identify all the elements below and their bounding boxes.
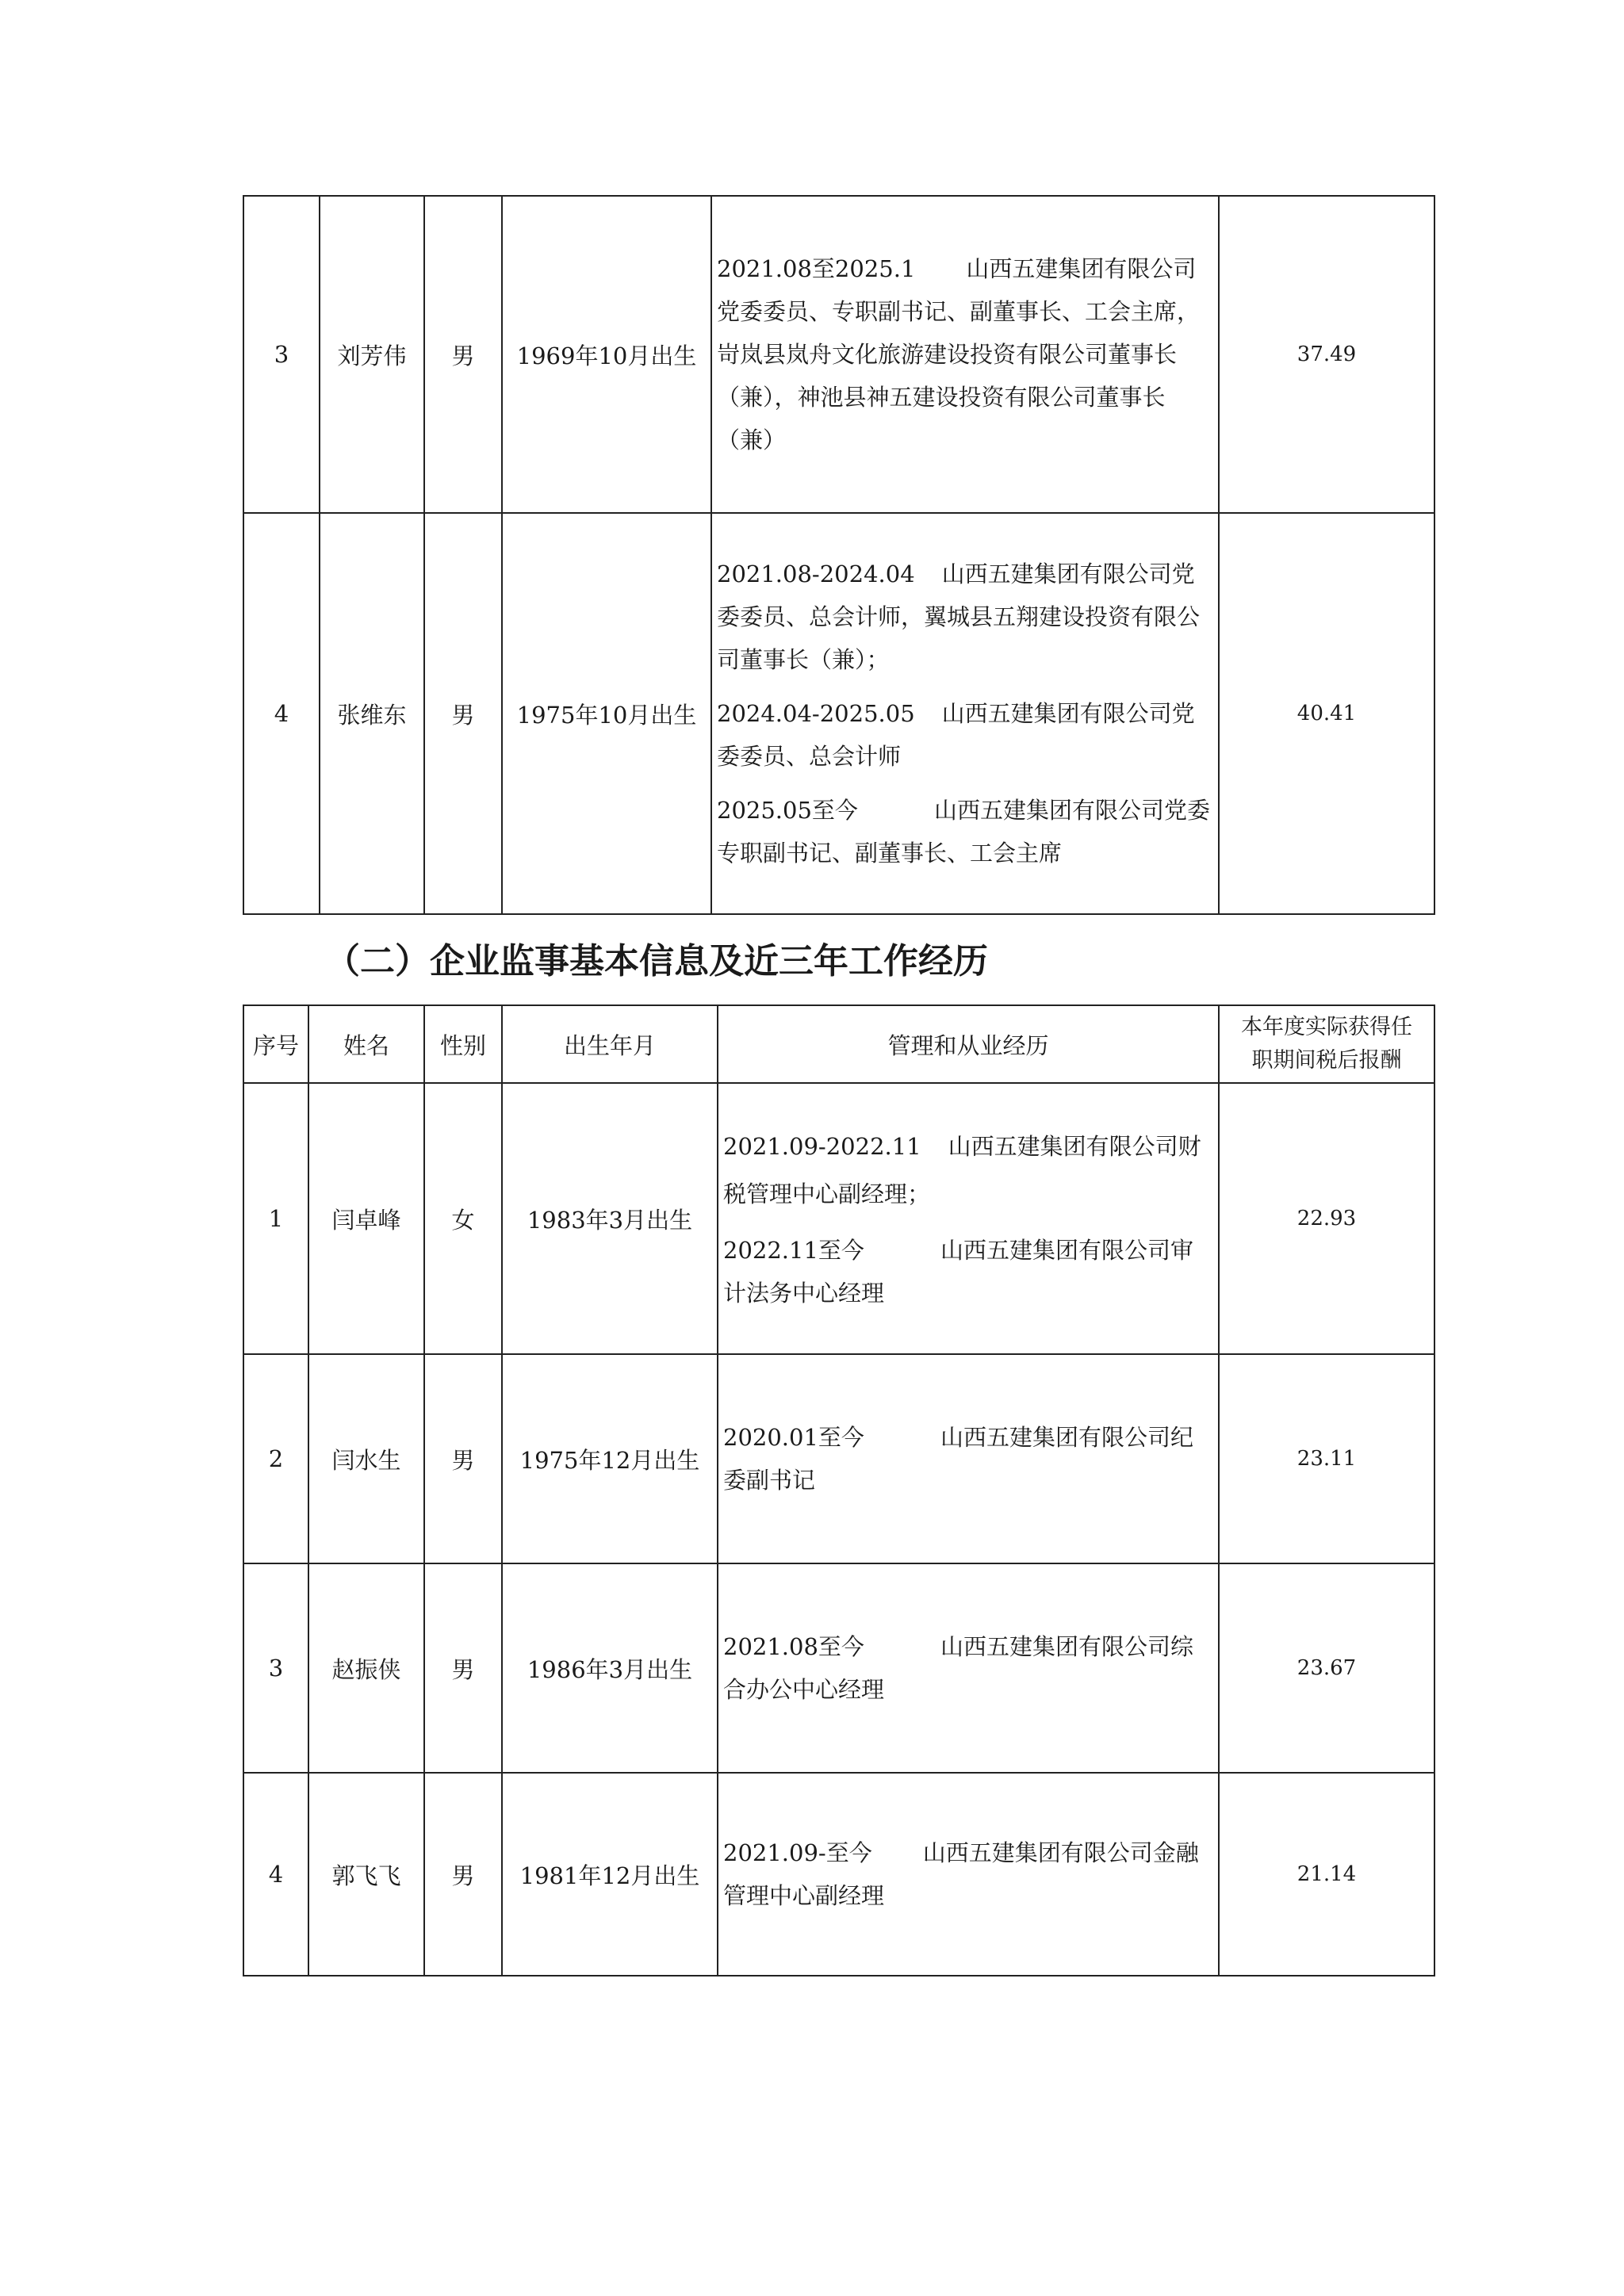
gender-cell: 女 [424, 1083, 502, 1354]
experience-desc: 山西五建集团有限公司金融管理中心副经理 [723, 1839, 1199, 1909]
name-cell: 闫卓峰 [308, 1083, 424, 1354]
seq-cell: 4 [243, 1773, 308, 1976]
pay-cell: 23.11 [1219, 1354, 1434, 1563]
header-gender: 性别 [424, 1005, 502, 1083]
table-header-row [243, 1005, 1434, 1083]
gender-cell: 男 [424, 1773, 502, 1976]
experience-cell [718, 1354, 1219, 1563]
experience-period: 2025.05至今 [717, 797, 858, 824]
experience-desc: 山西五建集团有限公司财税管理中心副经理； [723, 1133, 1201, 1207]
name-cell: 郭飞飞 [308, 1773, 424, 1976]
birth-cell: 1983年3月出生 [502, 1083, 718, 1354]
experience-period: 2024.04-2025.05 [717, 700, 915, 727]
header-experience: 管理和从业经历 [718, 1005, 1219, 1083]
name-cell: 张维东 [320, 513, 424, 914]
experience-period: 2021.09-2022.11 [723, 1133, 921, 1160]
name-cell: 刘芳伟 [320, 196, 424, 513]
experience-entry [717, 789, 1213, 874]
gender-cell: 男 [424, 196, 502, 513]
pay-cell: 23.67 [1219, 1563, 1434, 1773]
header-pay-line1: 本年度实际获得任 [1241, 1015, 1412, 1039]
experience-period: 2020.01至今 [723, 1424, 864, 1451]
experience-entry [723, 1123, 1213, 1218]
header-pay [1219, 1005, 1434, 1083]
birth-cell: 1986年3月出生 [502, 1563, 718, 1773]
experience-desc: 山西五建集团有限公司审计法务中心经理 [723, 1237, 1193, 1307]
birth-cell: 1975年10月出生 [502, 513, 711, 914]
table-row [243, 513, 1434, 914]
executives-table-continued [243, 195, 1435, 915]
experience-entry [717, 692, 1213, 778]
gender-cell: 男 [424, 1563, 502, 1773]
experience-desc: 山西五建集团有限公司综合办公中心经理 [723, 1633, 1193, 1703]
header-name: 姓名 [308, 1005, 424, 1083]
table-row [243, 1773, 1434, 1976]
experience-cell [718, 1083, 1219, 1354]
table-row [243, 1083, 1434, 1354]
name-cell: 赵振侠 [308, 1563, 424, 1773]
experience-cell [711, 196, 1219, 513]
experience-desc: 山西五建集团有限公司党委委员、总会计师 [717, 700, 1195, 770]
seq-cell: 4 [243, 513, 320, 914]
table-row [243, 1563, 1434, 1773]
experience-entry [723, 1229, 1213, 1314]
experience-period: 2021.08-2024.04 [717, 561, 915, 587]
header-birth: 出生年月 [502, 1005, 718, 1083]
seq-cell: 1 [243, 1083, 308, 1354]
experience-period: 2021.08至今 [723, 1633, 864, 1660]
section-heading: （二）企业监事基本信息及近三年工作经历 [325, 941, 988, 982]
header-pay-line2: 职期间税后报酬 [1251, 1048, 1402, 1073]
birth-cell: 1975年12月出生 [502, 1354, 718, 1563]
table-row [243, 1354, 1434, 1563]
experience-period: 2021.08至2025.1 [717, 255, 916, 282]
seq-cell: 3 [243, 196, 320, 513]
pay-cell: 22.93 [1219, 1083, 1434, 1354]
birth-cell: 1969年10月出生 [502, 196, 711, 513]
experience-cell [718, 1563, 1219, 1773]
experience-entry [723, 1625, 1213, 1711]
pay-cell: 37.49 [1219, 196, 1434, 513]
experience-entry [723, 1416, 1213, 1502]
gender-cell: 男 [424, 513, 502, 914]
experience-period: 2022.11至今 [723, 1237, 864, 1264]
experience-cell [718, 1773, 1219, 1976]
header-seq: 序号 [243, 1005, 308, 1083]
table-row [243, 196, 1434, 513]
supervisors-table [243, 1004, 1435, 1976]
seq-cell: 3 [243, 1563, 308, 1773]
experience-desc: 山西五建集团有限公司纪委副书记 [723, 1424, 1193, 1494]
experience-cell [711, 513, 1219, 914]
experience-entry [717, 247, 1213, 461]
gender-cell: 男 [424, 1354, 502, 1563]
birth-cell: 1981年12月出生 [502, 1773, 718, 1976]
experience-desc: 山西五建集团有限公司党委专职副书记、副董事长、工会主席 [717, 797, 1210, 867]
pay-cell: 40.41 [1219, 513, 1434, 914]
experience-entry [723, 1831, 1213, 1917]
experience-desc: 山西五建集团有限公司党委委员、总会计师，翼城县五翔建设投资有限公司董事长（兼）； [717, 561, 1201, 673]
experience-desc: 山西五建集团有限公司党委委员、专职副书记、副董事长、工会主席，岢岚县岚舟文化旅游建设投资有限公司董事长（兼），神池县神五建设投资有限公司董事长（兼） [717, 255, 1201, 453]
experience-period: 2021.09-至今 [723, 1839, 872, 1866]
seq-cell: 2 [243, 1354, 308, 1563]
experience-entry [717, 553, 1213, 681]
pay-cell: 21.14 [1219, 1773, 1434, 1976]
name-cell: 闫水生 [308, 1354, 424, 1563]
